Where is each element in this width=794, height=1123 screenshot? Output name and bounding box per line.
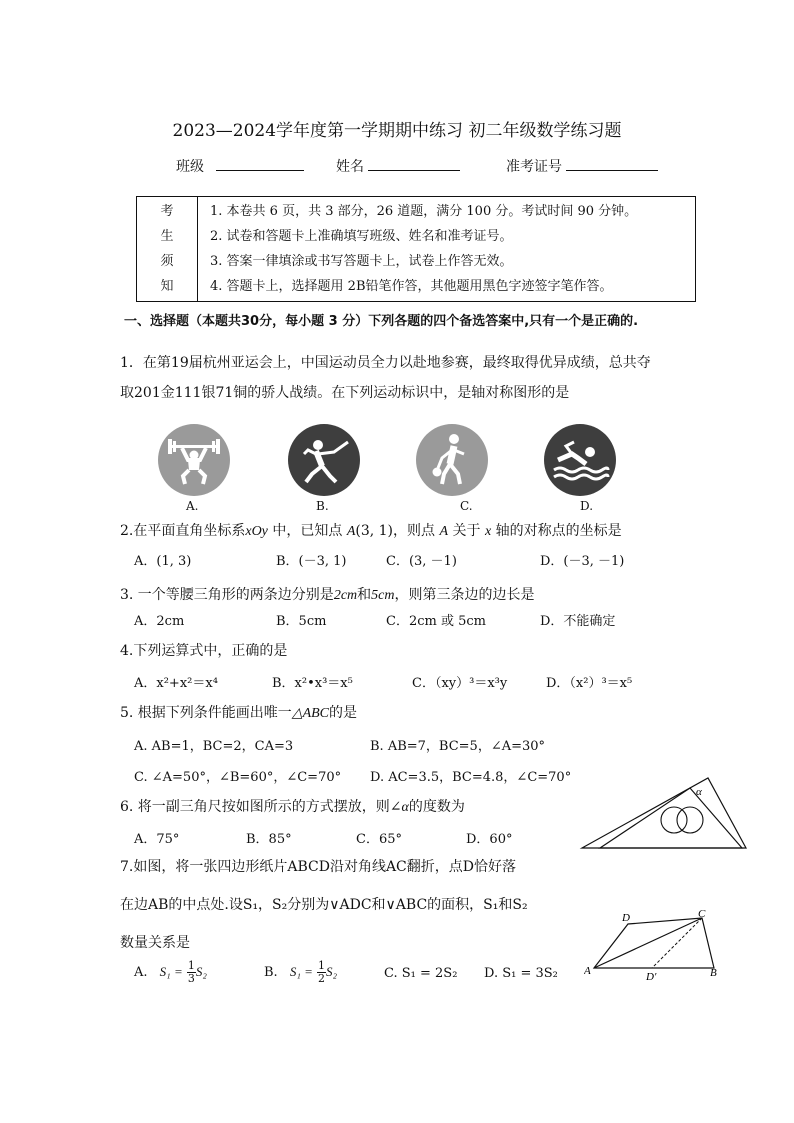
q3-value: 2cm (333, 588, 358, 603)
q5-text: 5. 根据下列条件能画出唯一 (120, 705, 292, 721)
q2-text: (3, 1)，则点 (355, 523, 440, 539)
fraction-denominator: 2 (318, 972, 326, 985)
q7-s1: S₁ = (289, 964, 313, 979)
quadrilateral-abcd (594, 918, 714, 968)
q2-text: 轴的对称点的坐标是 (491, 523, 622, 539)
q7-line1: 7.如图，将一张四边形纸片ABCD沿对角线AC翻折，点D恰好落 (120, 859, 516, 875)
q2-text: 中，已知点 (267, 523, 347, 539)
q3-option-d[interactable]: D．不能确定 (540, 614, 616, 629)
exam-no-field (506, 156, 658, 176)
q2-axis: x (484, 524, 492, 539)
q5-option-d[interactable]: D. AC=3.5，BC=4.8，∠C=70° (370, 770, 572, 785)
q5-stem (120, 702, 357, 722)
q5-text: 的是 (329, 705, 358, 721)
ruler-hole (677, 807, 703, 833)
q6-option-d[interactable]: D．60° (466, 832, 513, 847)
q6-stem (120, 796, 465, 816)
q7-s1: S₁ = (159, 964, 183, 979)
q3-text: ，则第三条边的边长是 (394, 587, 535, 603)
q2-text: 关于 (448, 523, 485, 539)
class-blank[interactable] (216, 156, 304, 171)
class-label: 班级 (176, 159, 204, 175)
fraction-numerator: 1 (187, 959, 195, 972)
vertex-d-prime-label: D′ (646, 971, 657, 983)
q6-option-a[interactable]: A．75° (134, 832, 180, 847)
q2-point: A (439, 524, 449, 539)
weightlifting-icon[interactable] (158, 424, 230, 496)
q7-option-prefix: B. (264, 965, 278, 980)
q2-option-a[interactable]: A．(1, 3) (134, 554, 192, 569)
q1-option-label: D. (580, 499, 594, 513)
q3-option-b[interactable]: B．5cm (276, 614, 327, 629)
notice-item: 4. 答题卡上，选择题用 2B铅笔作答，其他题用黑色字迹签字笔作答。 (210, 279, 613, 294)
page-title: 2023—2024学年度第一学期期中练习 初二年级数学练习题 (172, 121, 622, 141)
q2-text: 2.在平面直角坐标系 (120, 523, 246, 539)
q1-option-label: B. (316, 499, 329, 513)
class-field (176, 156, 304, 176)
q4-option-c[interactable]: C．（xy）³＝x³y (412, 676, 508, 691)
diagonal-ac (594, 918, 702, 968)
q4-option-b[interactable]: B．x²•x³＝x⁵ (272, 676, 353, 691)
notice-head-char: 生 (160, 229, 174, 244)
triangle-ruler-outline (582, 778, 746, 848)
q1-line1: 1．在第19届杭州亚运会上，中国运动员全力以赴地参赛，最终取得优异成绩，总共夺 (120, 355, 651, 371)
vertex-c-label: C (698, 908, 706, 920)
q3-option-a[interactable]: A．2cm (134, 614, 185, 629)
q3-text: 和 (357, 587, 372, 603)
q3-stem (120, 584, 534, 604)
fraction-one-third (187, 960, 196, 985)
q2-option-b[interactable]: B．(－3, 1) (276, 554, 347, 569)
q3-value: 5cm (371, 588, 395, 603)
notice-head-char: 知 (160, 279, 174, 294)
fold-line (652, 918, 702, 968)
q4-stem: 4.下列运算式中，正确的是 (120, 643, 288, 659)
fencing-icon[interactable] (288, 424, 360, 496)
fraction-numerator: 1 (318, 959, 326, 972)
q7-line2: 在边AB的中点处.设S₁，S₂分别为∨ADC和∨ABC的面积，S₁和S₂ (120, 897, 528, 913)
q6-option-c[interactable]: C．65° (356, 832, 402, 847)
q5-option-a[interactable]: A. AB=1，BC=2，CA=3 (134, 739, 294, 754)
q2-coord: xOy (245, 524, 268, 539)
section-heading: 一、选择题（本题共30分，每小题 3 分）下列各题的四个备选答案中,只有一个是正确的. (124, 314, 639, 329)
vertex-b-label: B (710, 967, 717, 979)
exam-no-blank[interactable] (566, 156, 658, 171)
q1-option-label: A. (186, 499, 199, 513)
alpha-label: α (696, 786, 702, 798)
exam-no-label: 准考证号 (506, 159, 562, 175)
q6-alpha: α (401, 800, 409, 815)
q7-s2: S₂ (195, 964, 207, 979)
q4-option-a[interactable]: A．x²+x²＝x⁴ (134, 676, 218, 691)
fraction-one-half (317, 960, 326, 985)
q7-figure (584, 906, 724, 986)
q6-text: 6. 将一副三角尺按如图所示的方式摆放，则∠ (120, 799, 402, 815)
q5-triangle: △ABC (291, 706, 330, 721)
q1-line2: 取201金111银71铜的骄人战绩。在下列运动标识中，是轴对称图形的是 (120, 385, 570, 401)
triangle-ruler-outline (600, 788, 742, 848)
q5-option-c[interactable]: C. ∠A=50°，∠B=60°，∠C=70° (134, 770, 342, 785)
notice-head-char: 须 (160, 254, 174, 269)
notice-heading (137, 197, 198, 302)
notice-table (136, 196, 696, 302)
q2-stem (120, 520, 622, 540)
q6-text: 的度数为 (408, 799, 465, 815)
basketball-icon[interactable] (416, 424, 488, 496)
vertex-a-label: A (584, 965, 591, 977)
q7-s2: S₂ (326, 964, 338, 979)
notice-items (198, 197, 696, 302)
q7-option-a[interactable] (134, 960, 207, 985)
vertex-d-label: D (622, 912, 630, 924)
q7-option-prefix: A. (134, 965, 148, 980)
q5-option-b[interactable]: B. AB=7，BC=5，∠A=30° (370, 739, 546, 754)
notice-item: 3. 答案一律填涂或书写答题卡上，试卷上作答无效。 (210, 254, 513, 269)
name-label: 姓名 (336, 159, 364, 175)
name-blank[interactable] (368, 156, 460, 171)
q4-option-d[interactable]: D．（x²）³＝x⁵ (546, 676, 633, 691)
ruler-hole (661, 807, 687, 833)
notice-item: 2. 试卷和答题卡上准确填写班级、姓名和准考证号。 (210, 229, 513, 244)
q6-option-b[interactable]: B．85° (246, 832, 292, 847)
q7-option-c[interactable]: C. S₁ = 2S₂ (384, 966, 458, 981)
notice-item: 1. 本卷共 6 页，共 3 部分，26 道题，满分 100 分。考试时间 90 分钟。 (210, 204, 638, 219)
q7-option-d[interactable]: D. S₁ = 3S₂ (484, 966, 558, 981)
q6-figure (578, 774, 750, 854)
fraction-denominator: 3 (187, 972, 195, 985)
q7-option-b[interactable] (264, 960, 337, 985)
q3-option-c[interactable]: C．2cm 或 5cm (386, 614, 486, 629)
q1-option-label: C. (460, 499, 473, 513)
notice-head-char: 考 (160, 204, 174, 219)
q2-option-c[interactable]: C．(3, －1) (386, 554, 457, 569)
swimming-icon[interactable] (544, 424, 616, 496)
q3-text: 3. 一个等腰三角形的两条边分别是 (120, 587, 334, 603)
name-field (336, 156, 460, 176)
q2-point: A (346, 524, 356, 539)
q2-option-d[interactable]: D．(－3, －1) (540, 554, 625, 569)
q7-line3: 数量关系是 (120, 935, 190, 951)
